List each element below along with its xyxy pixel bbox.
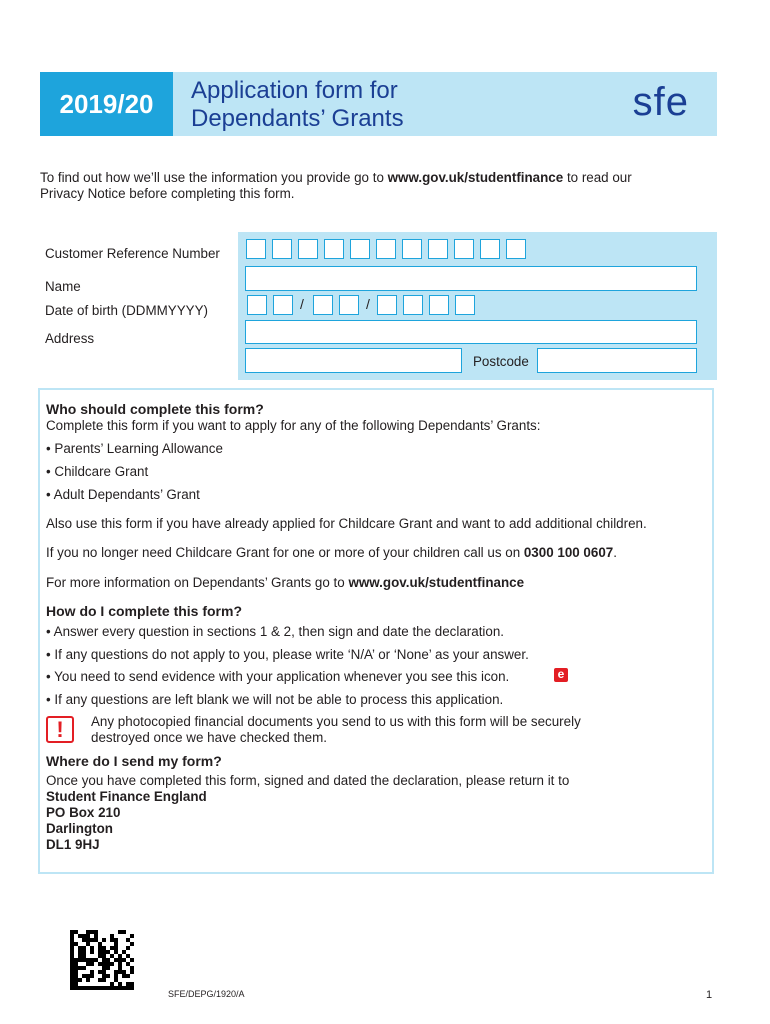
character-cell[interactable] [273,295,293,315]
intro-line2: Privacy Notice before completing this form. [40,186,295,201]
name-field[interactable] [245,266,697,291]
address-field-line2[interactable] [245,348,462,373]
name-label: Name [45,279,81,294]
warning-text-line1: Any photocopied financial documents you send to us with this form will be securely [91,714,581,729]
intro-text-end: to read our [563,170,632,185]
header-banner [173,72,717,136]
character-cell[interactable] [455,295,475,315]
sfe-logo: sfe [632,80,689,124]
who-heading: Who should complete this form? [46,401,264,417]
character-cell[interactable] [429,295,449,315]
how-list-item: • You need to send evidence with your application whenever you see this icon. [46,669,510,684]
how-list-item: • If any questions do not apply to you, please write ‘N/A’ or ‘None’ as your answer. [46,647,529,662]
return-address-line: Darlington [46,821,113,836]
grant-list-item: • Adult Dependants’ Grant [46,487,200,502]
where-heading: Where do I send my form? [46,753,222,769]
character-cell[interactable] [339,295,359,315]
how-heading: How do I complete this form? [46,603,243,619]
form-title [191,77,404,133]
also-use-text: Also use this form if you have already applied for Childcare Grant and want to add additional children. [46,516,647,531]
address-label: Address [45,331,95,346]
return-address-line: DL1 9HJ [46,837,100,852]
no-longer-text [46,545,617,560]
character-cell[interactable] [298,239,318,259]
privacy-notice-text [40,170,720,202]
grant-list-item: • Childcare Grant [46,464,149,479]
barcode-icon [70,930,134,990]
character-cell[interactable] [246,239,266,259]
phone-number: 0300 100 0607 [523,545,614,560]
form-title-line1: Application form for [191,77,398,104]
dob-separator: / [300,296,304,312]
how-list-item: • If any questions are left blank we will not be able to process this application. [46,692,504,707]
crn-label: Customer Reference Number [45,246,220,261]
character-cell[interactable] [313,295,333,315]
where-intro: Once you have completed this form, signed and dated the declaration, please return it to [46,773,570,788]
character-cell[interactable] [454,239,474,259]
form-year: 2019/20 [40,72,173,136]
form-title-line2: Dependants’ Grants [191,105,404,132]
no-longer-post: . [613,545,617,560]
form-reference: SFE/DEPG/1920/A [168,989,245,999]
more-info-pre: For more information on Dependants’ Grants go to [46,575,349,590]
warning-text-line2: destroyed once we have checked them. [91,730,327,745]
return-address-line: PO Box 210 [46,805,121,820]
more-info-link[interactable]: www.gov.uk/studentfinance [348,575,525,590]
evidence-icon: e [554,668,568,682]
postcode-field[interactable] [537,348,697,373]
character-cell[interactable] [480,239,500,259]
character-cell[interactable] [247,295,267,315]
character-cell[interactable] [377,295,397,315]
intro-text: To find out how we’ll use the information you provide go to [40,170,388,185]
return-address-line: Student Finance England [46,789,207,804]
postcode-label: Postcode [473,354,529,369]
warning-icon: ! [46,716,74,743]
address-field-line1[interactable] [245,320,697,344]
character-cell[interactable] [403,295,423,315]
privacy-link[interactable]: www.gov.uk/studentfinance [387,170,564,185]
character-cell[interactable] [402,239,422,259]
character-cell[interactable] [350,239,370,259]
character-cell[interactable] [428,239,448,259]
who-intro: Complete this form if you want to apply for any of the following Dependants’ Grants: [46,418,541,433]
character-cell[interactable] [272,239,292,259]
character-cell[interactable] [324,239,344,259]
how-list-item: • Answer every question in sections 1 & 2, then sign and date the declaration. [46,624,505,639]
character-cell[interactable] [376,239,396,259]
page-number: 1 [706,989,713,1001]
grant-list-item: • Parents’ Learning Allowance [46,441,223,456]
more-info-text [46,575,524,590]
no-longer-pre: If you no longer need Childcare Grant for one or more of your children call us on [46,545,524,560]
dob-label: Date of birth (DDMMYYYY) [45,303,208,318]
dob-separator: / [366,296,370,312]
character-cell[interactable] [506,239,526,259]
